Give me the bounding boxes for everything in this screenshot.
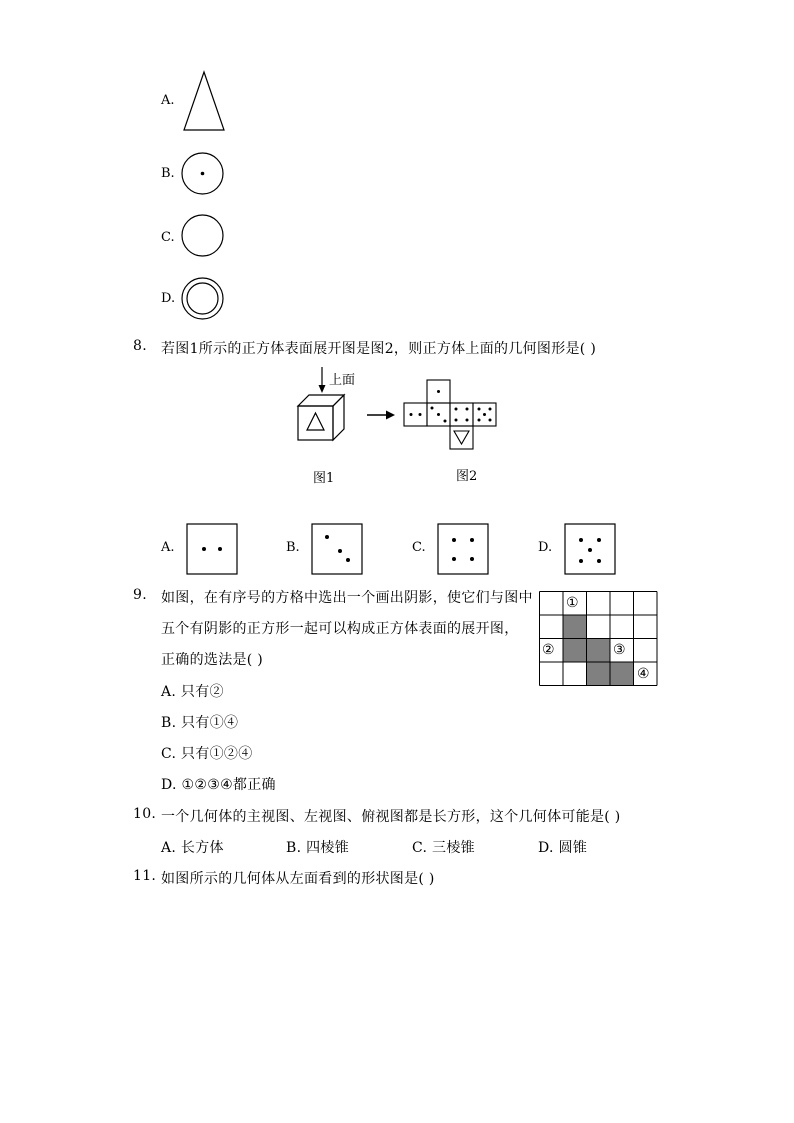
q8-top-face-label: 上面 [329,373,356,388]
q8-figure2-cube-net [403,379,499,451]
q10-option-d: D. 圆锥 [538,840,588,856]
q9-text-line1: 如图，在有序号的方格中选出一个画出阴影，使它们与图中 [161,590,533,606]
q8-figure1-caption: 图1 [313,471,335,486]
q10-number: 10. [133,806,157,822]
q8-number: 8. [133,338,147,354]
q8-option-c-label: C. [412,540,426,555]
q9-option-b: B. 只有①④ [161,715,239,731]
q7-option-d-label: D. [161,291,176,306]
q8-option-c-four-dots-figure [437,523,489,575]
q7-option-b-circle-dot-figure [180,151,226,197]
q8-option-d-five-dots-figure [564,523,616,575]
q10-option-a: A. 长方体 [161,840,224,856]
q10-option-c: C. 三棱锥 [412,840,475,856]
q9-grid-label-1: ① [566,595,579,611]
q11-text: 如图所示的几何体从左面看到的形状图是( ) [161,871,435,887]
q11-number: 11. [133,868,157,884]
q7-option-b-label: B. [161,166,175,181]
q8-right-arrow-icon [366,409,396,421]
q10-text: 一个几何体的主视图、左视图、俯视图都是长方形，这个几何体可能是( ) [161,809,621,825]
q7-option-d-double-circle-figure [180,276,226,322]
q9-option-c: C. 只有①②④ [161,746,253,762]
q7-option-c-circle-figure [180,213,226,259]
q8-option-a-label: A. [161,540,175,555]
q9-text-line3: 正确的选法是( ) [161,652,264,668]
q7-option-c-label: C. [161,230,175,245]
q10-option-b: B. 四棱锥 [286,840,349,856]
q9-option-d: D. ①②③④都正确 [161,777,276,793]
q8-option-b-three-dots-figure [311,523,363,575]
q8-figure2-caption: 图2 [456,469,478,484]
q9-number: 9. [133,587,147,603]
q7-option-a-label: A. [161,93,175,108]
q9-option-a: A. 只有② [161,684,224,700]
q8-option-d-label: D. [538,540,553,555]
q9-grid-label-2: ② [542,642,555,658]
q7-option-a-triangle-figure [180,70,230,132]
q9-text-line2: 五个有阴影的正方形一起可以构成正方体表面的展开图， [161,621,519,637]
q9-grid-label-3: ③ [613,642,626,658]
q8-option-b-label: B. [286,540,300,555]
q8-text: 若图1所示的正方体表面展开图是图2，则正方体上面的几何图形是( ) [161,341,597,357]
q9-grid-label-4: ④ [637,666,650,682]
q8-option-a-two-dots-figure [186,523,238,575]
